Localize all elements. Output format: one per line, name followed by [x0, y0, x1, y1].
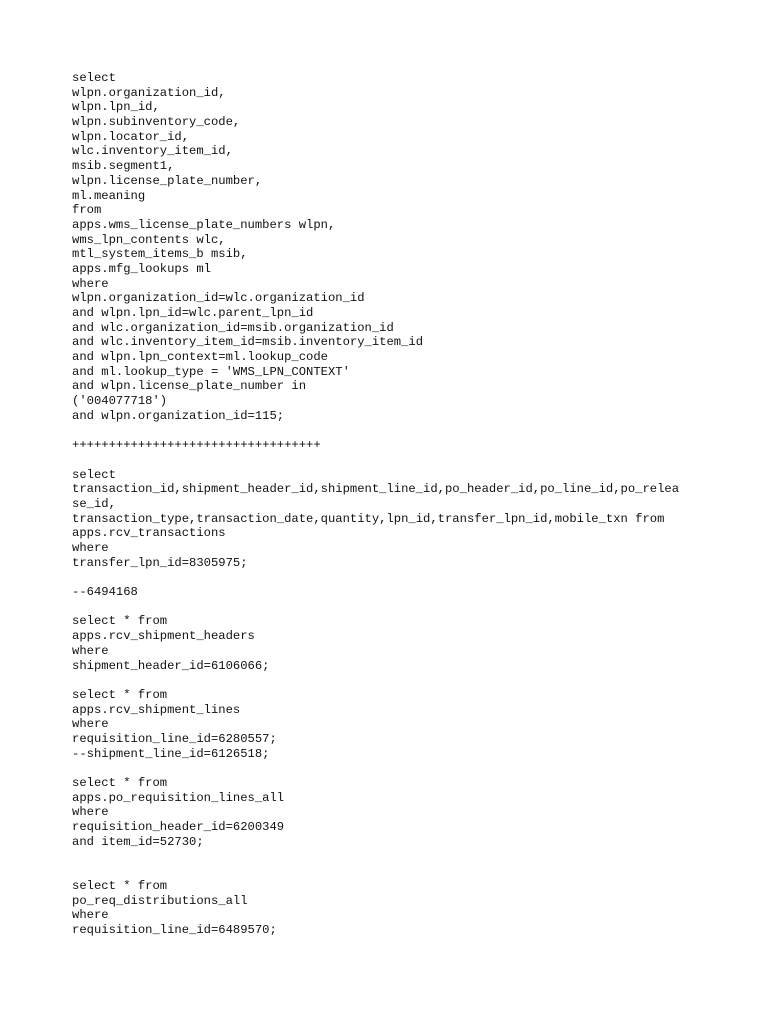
code-line: wlc.inventory_item_id,: [72, 144, 233, 159]
code-line: requisition_header_id=6200349: [72, 820, 285, 835]
code-line: transaction_type,transaction_date,quantity,lpn_id,transfer_lpn_id,mobile_txn from: [72, 511, 665, 526]
code-line: shipment_header_id=6106066;: [72, 658, 270, 673]
code-line: select * from: [72, 687, 168, 702]
code-line: wlpn.lpn_id,: [72, 100, 160, 115]
code-line: where: [72, 908, 109, 923]
code-line: and item_id=52730;: [72, 834, 204, 849]
code-line: apps.rcv_transactions: [72, 526, 226, 541]
code-line: --6494168: [72, 585, 138, 600]
code-line: requisition_line_id=6489570;: [72, 922, 277, 937]
code-line: and wlpn.lpn_context=ml.lookup_code: [72, 350, 328, 365]
sql-code-block: [72, 71, 712, 938]
code-line: and wlc.organization_id=msib.organization_id: [72, 320, 394, 335]
code-line: select * from: [72, 614, 168, 629]
code-line: se_id,: [72, 496, 116, 511]
code-line: and wlpn.license_plate_number in: [72, 379, 307, 394]
blank-line: [72, 864, 712, 879]
code-line: apps.mfg_lookups ml: [72, 261, 211, 276]
code-line: select * from: [72, 878, 168, 893]
code-line: and wlc.inventory_item_id=msib.inventory_item_id: [72, 335, 424, 350]
blank-line: [72, 673, 712, 688]
code-line: wms_lpn_contents wlc,: [72, 232, 226, 247]
code-line: and wlpn.lpn_id=wlc.parent_lpn_id: [72, 306, 314, 320]
code-line: mtl_system_items_b msib,: [72, 247, 248, 262]
code-line: po_req_distributions_all: [72, 893, 248, 908]
code-line: msib.segment1,: [72, 159, 175, 174]
code-line: transfer_lpn_id=8305975;: [72, 555, 248, 570]
code-line: and ml.lookup_type = 'WMS_LPN_CONTEXT': [72, 364, 350, 379]
code-line: where: [72, 717, 109, 732]
code-line: transaction_id,shipment_header_id,shipment_line_id,po_header_id,po_line_id,po_relea: [72, 482, 680, 497]
code-line: wlpn.locator_id,: [72, 129, 190, 144]
code-line: apps.rcv_shipment_headers: [72, 629, 255, 644]
code-line: ml.meaning: [72, 188, 146, 203]
code-line: wlpn.organization_id=wlc.organization_id: [72, 291, 365, 306]
code-line: select * from: [72, 776, 168, 790]
code-line: requisition_line_id=6280557;: [72, 731, 277, 746]
blank-line: [72, 761, 712, 776]
blank-line: [72, 570, 712, 585]
code-line: apps.rcv_shipment_lines: [72, 702, 241, 717]
code-line: apps.wms_license_plate_numbers wlpn,: [72, 217, 336, 232]
code-line: where: [72, 805, 109, 820]
code-line: --shipment_line_id=6126518;: [72, 746, 270, 761]
blank-line: [72, 849, 712, 864]
code-line: and wlpn.organization_id=115;: [72, 408, 285, 423]
code-line: where: [72, 643, 109, 658]
blank-line: [72, 600, 712, 615]
code-line: wlpn.license_plate_number,: [72, 173, 263, 188]
code-line: apps.po_requisition_lines_all: [72, 790, 285, 805]
code-line: where: [72, 276, 109, 291]
blank-line: [72, 453, 712, 468]
code-line: wlpn.organization_id,: [72, 85, 226, 100]
code-line: wlpn.subinventory_code,: [72, 115, 241, 130]
code-line: select: [72, 71, 116, 85]
blank-line: [72, 424, 712, 439]
code-line: from: [72, 203, 102, 218]
code-line: ++++++++++++++++++++++++++++++++++: [72, 438, 321, 453]
code-line: ('004077718'): [72, 394, 168, 409]
code-line: select: [72, 467, 116, 482]
code-line: where: [72, 541, 109, 555]
